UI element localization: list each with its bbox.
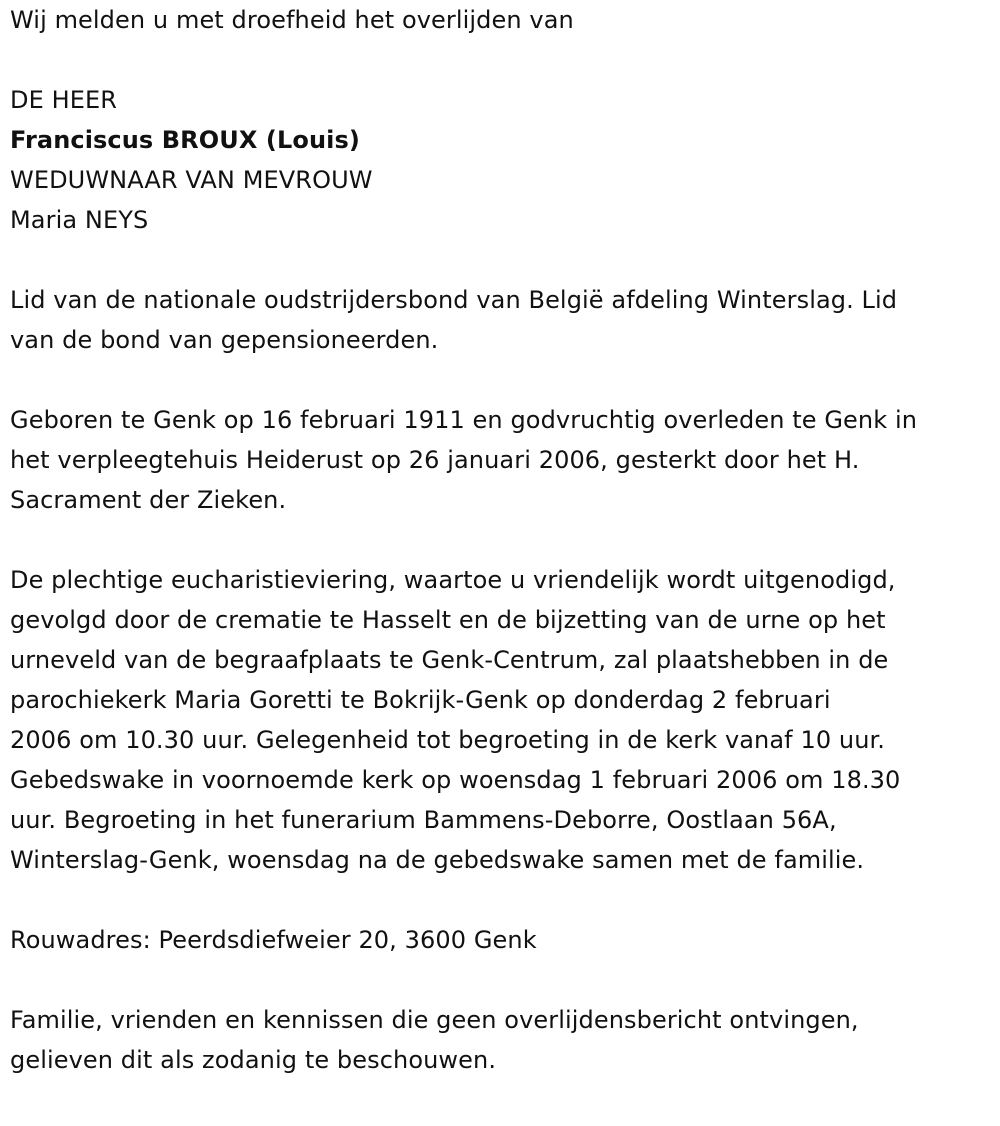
mourning-address: Rouwadres: Peerdsdiefweier 20, 3600 Genk bbox=[10, 926, 537, 954]
ceremony-line: urneveld van de begraafplaats te Genk-Centrum, zal plaatshebben in de bbox=[10, 646, 889, 674]
ceremony-line: Gebedswake in voornoemde kerk op woensdag 1 februari 2006 om 18.30 bbox=[10, 766, 901, 794]
ceremony-line: 2006 om 10.30 uur. Gelegenheid tot begroeting in de kerk vanaf 10 uur. bbox=[10, 726, 886, 754]
ceremony-line: gevolgd door de crematie te Hasselt en de bijzetting van de urne op het bbox=[10, 606, 886, 634]
membership-line: van de bond van gepensioneerden. bbox=[10, 326, 439, 354]
spacer bbox=[10, 880, 990, 920]
title-prefix: DE HEER bbox=[10, 86, 118, 114]
spacer bbox=[10, 360, 990, 400]
birth-death-line: het verpleegtehuis Heiderust op 26 januari 2006, gesterkt door het H. bbox=[10, 446, 860, 474]
obituary-document bbox=[10, 0, 990, 1080]
birth-death-line: Sacrament der Zieken. bbox=[10, 486, 287, 514]
spacer bbox=[10, 240, 990, 280]
ceremony-line: De plechtige eucharistieviering, waartoe u vriendelijk wordt uitgenodigd, bbox=[10, 566, 896, 594]
spacer bbox=[10, 960, 990, 1000]
closing-line: Familie, vrienden en kennissen die geen overlijdensbericht ontvingen, bbox=[10, 1006, 859, 1034]
spacer bbox=[10, 40, 990, 80]
widower-line: WEDUWNAAR VAN MEVROUW bbox=[10, 166, 373, 194]
birth-death-paragraph bbox=[10, 400, 990, 520]
membership-paragraph bbox=[10, 280, 990, 360]
membership-line: Lid van de nationale oudstrijdersbond van België afdeling Winterslag. Lid bbox=[10, 286, 898, 314]
birth-death-line: Geboren te Genk op 16 februari 1911 en godvruchtig overleden te Genk in bbox=[10, 406, 918, 434]
spouse-name: Maria NEYS bbox=[10, 206, 149, 234]
closing-line: gelieven dit als zodanig te beschouwen. bbox=[10, 1046, 497, 1074]
intro-line: Wij melden u met droefheid het overlijden van bbox=[10, 6, 574, 34]
ceremony-line: parochiekerk Maria Goretti te Bokrijk-Genk op donderdag 2 februari bbox=[10, 686, 831, 714]
deceased-name: Franciscus BROUX (Louis) bbox=[10, 126, 360, 154]
ceremony-line: Winterslag-Genk, woensdag na de gebedswake samen met de familie. bbox=[10, 846, 865, 874]
spacer bbox=[10, 520, 990, 560]
ceremony-paragraph bbox=[10, 560, 990, 880]
closing-paragraph bbox=[10, 1000, 990, 1080]
ceremony-line: uur. Begroeting in het funerarium Bammens-Deborre, Oostlaan 56A, bbox=[10, 806, 837, 834]
